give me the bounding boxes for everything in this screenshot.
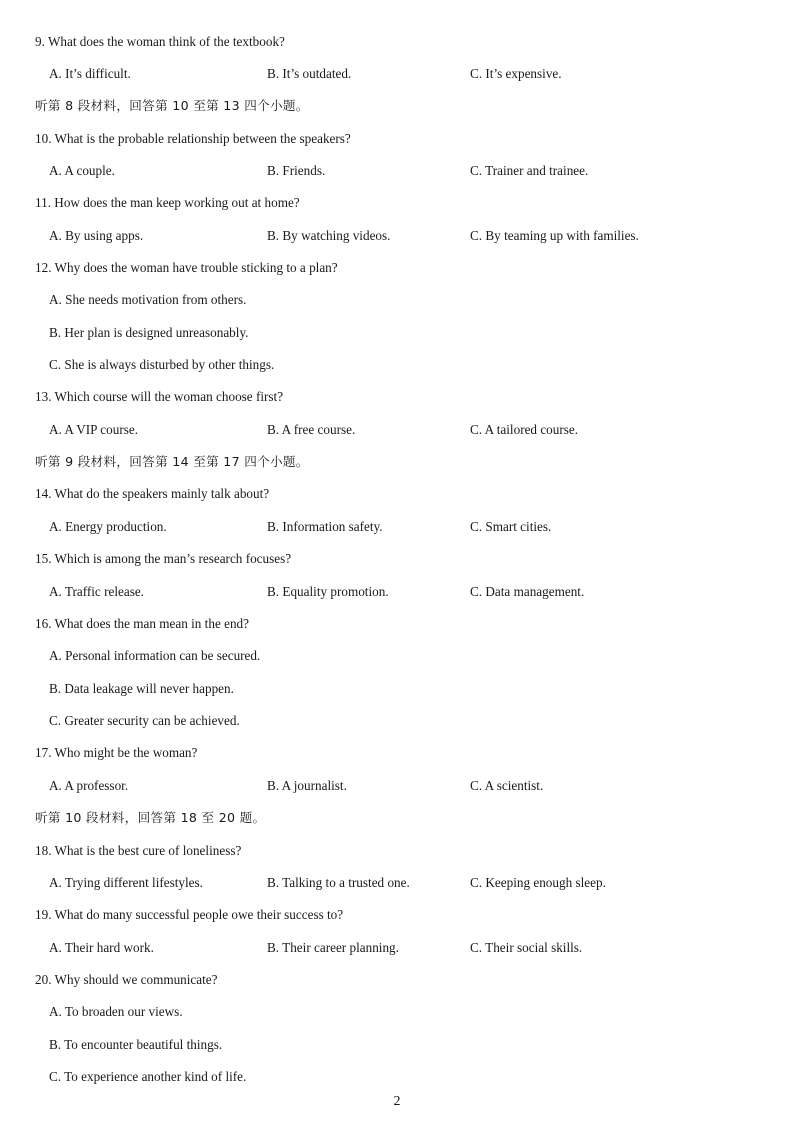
section-heading-8: 听第 8 段材料，回答第 10 至第 13 四个小题。	[35, 98, 309, 113]
q16-option-b: B. Data leakage will never happen.	[49, 681, 234, 696]
q20-option-c: C. To experience another kind of life.	[49, 1069, 247, 1084]
q18-option-b: B. Talking to a trusted one.	[267, 875, 410, 890]
question-18: 18. What is the best cure of loneliness?	[35, 843, 242, 858]
q11-option-b: B. By watching videos.	[267, 228, 391, 243]
q14-option-c: C. Smart cities.	[470, 519, 552, 534]
q19-option-b: B. Their career planning.	[267, 940, 399, 955]
q16-option-c: C. Greater security can be achieved.	[49, 713, 240, 728]
q11-option-c: C. By teaming up with families.	[470, 228, 639, 243]
question-13: 13. Which course will the woman choose first?	[35, 389, 284, 404]
q17-option-c: C. A scientist.	[470, 778, 544, 793]
q14-option-b: B. Information safety.	[267, 519, 383, 534]
q11-option-a: A. By using apps.	[49, 228, 144, 243]
q9-option-b: B. It’s outdated.	[267, 66, 352, 81]
q16-option-a: A. Personal information can be secured.	[49, 648, 261, 663]
q18-option-c: C. Keeping enough sleep.	[470, 875, 606, 890]
q19-option-c: C. Their social skills.	[470, 940, 583, 955]
q20-option-a: A. To broaden our views.	[49, 1004, 183, 1019]
q9-option-c: C. It’s expensive.	[470, 66, 562, 81]
q19-option-a: A. Their hard work.	[49, 940, 154, 955]
q15-option-a: A. Traffic release.	[49, 584, 144, 599]
question-12: 12. Why does the woman have trouble sticking to a plan?	[35, 260, 338, 275]
q15-option-c: C. Data management.	[470, 584, 585, 599]
q13-option-a: A. A VIP course.	[49, 422, 139, 437]
question-9: 9. What does the woman think of the textbook?	[35, 34, 285, 49]
question-15: 15. Which is among the man’s research focuses?	[35, 551, 292, 566]
page-number: 2	[393, 1094, 401, 1109]
q9-option-a: A. It’s difficult.	[49, 66, 131, 81]
q10-option-a: A. A couple.	[49, 163, 115, 178]
question-17: 17. Who might be the woman?	[35, 745, 198, 760]
question-14: 14. What do the speakers mainly talk about?	[35, 486, 270, 501]
section-heading-9: 听第 9 段材料，回答第 14 至第 17 四个小题。	[35, 454, 309, 469]
q13-option-c: C. A tailored course.	[470, 422, 579, 437]
q20-option-b: B. To encounter beautiful things.	[49, 1037, 223, 1052]
q10-option-b: B. Friends.	[267, 163, 326, 178]
question-10: 10. What is the probable relationship between the speakers?	[35, 131, 351, 146]
q18-option-a: A. Trying different lifestyles.	[49, 875, 203, 890]
question-20: 20. Why should we communicate?	[35, 972, 218, 987]
q17-option-b: B. A journalist.	[267, 778, 347, 793]
q12-option-a: A. She needs motivation from others.	[49, 292, 247, 307]
question-19: 19. What do many successful people owe their success to?	[35, 907, 344, 922]
q10-option-c: C. Trainer and trainee.	[470, 163, 589, 178]
q15-option-b: B. Equality promotion.	[267, 584, 389, 599]
q17-option-a: A. A professor.	[49, 778, 129, 793]
question-16: 16. What does the man mean in the end?	[35, 616, 249, 631]
q14-option-a: A. Energy production.	[49, 519, 167, 534]
question-11: 11. How does the man keep working out at home?	[35, 195, 300, 210]
section-heading-10: 听第 10 段材料，回答第 18 至 20 题。	[35, 810, 266, 825]
q12-option-c: C. She is always disturbed by other things.	[49, 357, 275, 372]
q12-option-b: B. Her plan is designed unreasonably.	[49, 325, 249, 340]
q13-option-b: B. A free course.	[267, 422, 356, 437]
